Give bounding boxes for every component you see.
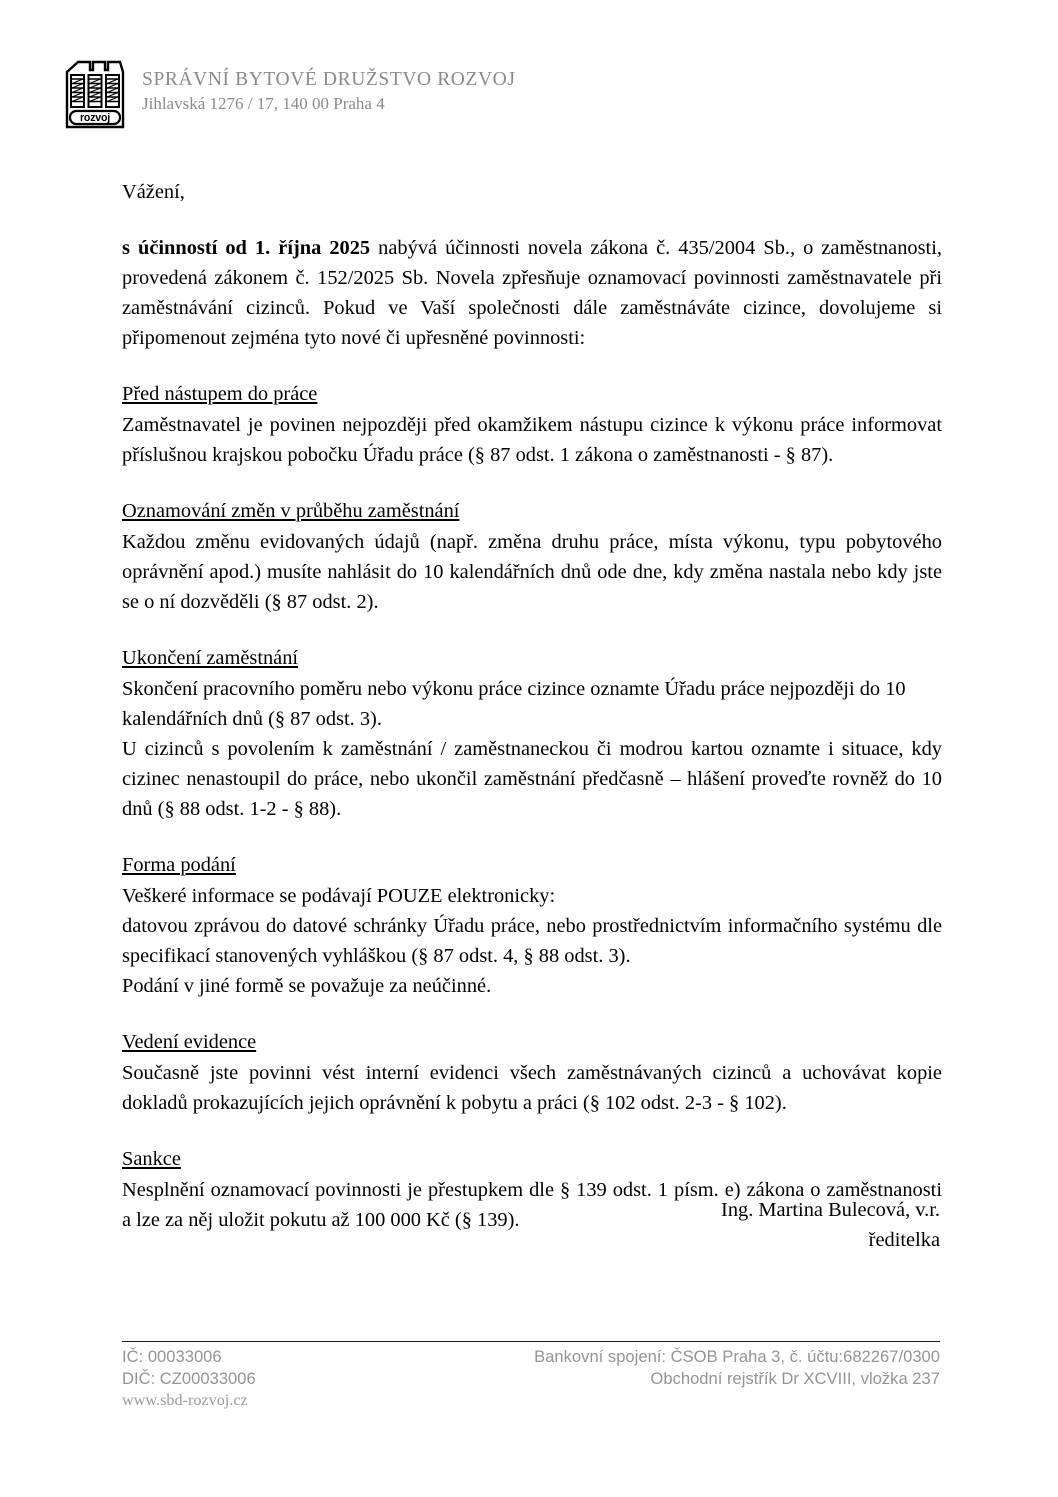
footer-dic: DIČ: CZ00033006 [122, 1368, 256, 1388]
section-paragraph: Skončení pracovního poměru nebo výkonu práce cizince oznamte Úřadu práce nejpozději do 10 kalendářních dnů (§ 87 odst. 3). [122, 677, 906, 730]
signature-block [520, 1196, 940, 1256]
lead-rest-text: nabývá účinnosti novela zákona č. 435/2004 Sb., o zaměstnanosti, provedená zákonem č. 152/2025 Sb. Novela zpřesňuje oznamovací povinnosti zaměstnavatele při zaměstnávání cizinců. Pokud ve Vaší společnosti dále zaměstnáváte cizince, dovolujeme si připomenout zejména tyto nové či upřesněné povinnosti: [122, 236, 942, 349]
footer [122, 1341, 940, 1412]
signatory-role: ředitelka [868, 1228, 940, 1251]
footer-bank-details: Bankovní spojení: ČSOB Praha 3, č. účtu:682267/0300 [534, 1347, 940, 1366]
section-paragraph: U cizinců s povolením k zaměstnání / zaměstnaneckou či modrou kartou oznamte i situace, kdy cizinec nenastoupil do práce, nebo ukončil zaměstnání předčasně – hlášení proveďte rovněž do 10 dnů (§ 88 odst. 1-2 - § 88). [122, 737, 942, 820]
rozvoj-building-logo-icon [62, 58, 128, 132]
lead-paragraph [122, 234, 942, 354]
section-paragraph: Podání v jiné formě se považuje za neúčinné. [122, 974, 492, 997]
section-paragraph: Každou změnu evidovaných údajů (např. změna druhu práce, místa výkonu, typu pobytového oprávnění apod.) musíte nahlásit do 10 kalendářních dnů ode dne, kdy změna nastala nebo kdy jste se o ní dozvěděli (§ 87 odst. 2). [122, 530, 942, 613]
letterhead-text [142, 58, 516, 115]
section-pred-nastupem [122, 380, 942, 471]
salutation: Vážení, [122, 181, 185, 203]
footer-right-column [534, 1346, 940, 1390]
section-heading: Před nástupem do práce [122, 382, 318, 405]
section-paragraph: Zaměstnavatel je povinen nejpozději před okamžikem nástupu cizince k výkonu práce informovat příslušnou krajskou pobočku Úřadu práce (§ 87 odst. 1 zákona o zaměstnanosti - § 87). [122, 413, 942, 466]
section-ukonceni-zamestnani [122, 644, 942, 825]
footer-ico: IČ: 00033006 [122, 1347, 222, 1366]
section-oznamovani-zmen [122, 497, 942, 618]
organization-name: SPRÁVNÍ BYTOVÉ DRUŽSTVO ROZVOJ [142, 69, 516, 90]
section-heading: Forma podání [122, 853, 236, 876]
section-heading: Sankce [122, 1147, 181, 1170]
section-heading: Vedení evidence [122, 1030, 257, 1053]
section-paragraph: Nesplnění oznamovací povinnosti je přestupkem dle § 139 odst. 1 písm. e) zákona o zaměstnanosti a lze za něj uložit pokutu až 100 000 Kč (§ 139). [122, 1178, 942, 1231]
section-paragraph: Veškeré informace se podávají POUZE elektronicky: [122, 884, 556, 907]
section-heading: Oznamování změn v průběhu zaměstnání [122, 499, 460, 522]
footer-registry: Obchodní rejstřík Dr XCVIII, vložka 237 [650, 1368, 940, 1388]
organization-address: Jihlavská 1276 / 17, 140 00 Praha 4 [142, 94, 385, 113]
section-paragraph: datovou zprávou do datové schránky Úřadu práce, nebo prostřednictvím informačního systému dle specifikací stanovených vyhláškou (§ 87 odst. 4, § 88 odst. 3). [122, 914, 942, 967]
section-forma-podani [122, 851, 942, 1002]
letter-body [122, 178, 942, 1236]
lead-bold-phrase: s účinností od 1. října 2025 [122, 236, 371, 259]
signatory-name: Ing. Martina Bulecová, v.r. [721, 1199, 940, 1221]
footer-website[interactable]: www.sbd-rozvoj.cz [122, 1390, 248, 1409]
logo-wordmark: rozvoj [80, 112, 110, 125]
section-paragraph: Současně jste povinni vést interní evidenci všech zaměstnávaných cizinců a uchovávat kopie dokladů prokazujících jejich oprávnění k pobytu a práci (§ 102 odst. 2-3 - § 102). [122, 1061, 942, 1114]
section-vedeni-evidence [122, 1028, 942, 1119]
footer-left-column [122, 1346, 256, 1412]
footer-divider [122, 1341, 940, 1342]
letterhead [62, 58, 516, 132]
section-heading: Ukončení zaměstnání [122, 646, 299, 669]
